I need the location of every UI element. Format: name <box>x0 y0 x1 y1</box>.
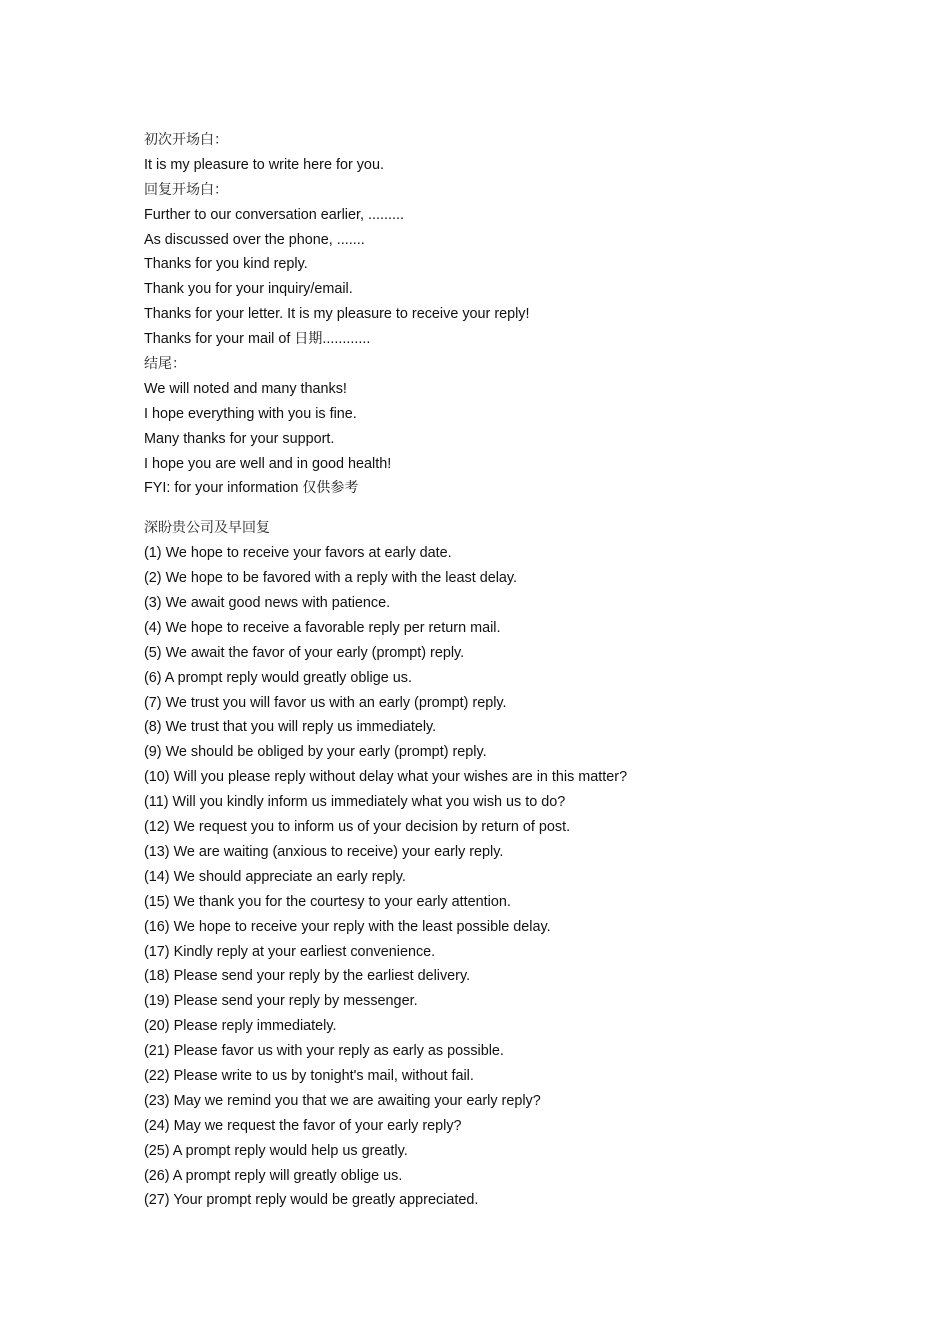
list-item: (8) We trust that you will reply us immediately. <box>144 719 437 736</box>
list-item: (27) Your prompt reply would be greatly appreciated. <box>144 1192 479 1209</box>
text-line: Many thanks for your support. <box>144 430 335 447</box>
text-line: I hope everything with you is fine. <box>144 405 357 422</box>
list-item: (5) We await the favor of your early (prompt) reply. <box>144 644 465 661</box>
text-line: Thanks for you kind reply. <box>144 256 308 273</box>
list-item: (24) May we request the favor of your early reply? <box>144 1117 462 1134</box>
text-line: As discussed over the phone, ....... <box>144 231 365 248</box>
list-item: (9) We should be obliged by your early (prompt) reply. <box>144 744 487 761</box>
list-item: (17) Kindly reply at your earliest convenience. <box>144 943 436 960</box>
list-item: (6) A prompt reply would greatly oblige us. <box>144 669 412 686</box>
list-item: (3) We await good news with patience. <box>144 595 391 612</box>
fyi-english: FYI: for your information <box>144 480 303 497</box>
section-heading-closing: 结尾： <box>144 356 186 373</box>
list-item: (11) Will you kindly inform us immediately what you wish us to do? <box>144 794 566 811</box>
text-line: Thank you for your inquiry/email. <box>144 281 353 298</box>
list-item: (15) We thank you for the courtesy to your early attention. <box>144 893 511 910</box>
list-item: (18) Please send your reply by the earliest delivery. <box>144 968 471 985</box>
list-item: (23) May we remind you that we are awaiting your early reply? <box>144 1092 541 1109</box>
document-body <box>144 128 904 1213</box>
list-item: (22) Please write to us by tonight's mail, without fail. <box>144 1067 474 1084</box>
date-line-english: Thanks for your mail of <box>144 331 295 348</box>
section-heading-early-reply: 深盼贵公司及早回复 <box>144 520 270 537</box>
list-item: (19) Please send your reply by messenger. <box>144 993 418 1010</box>
section-heading-reply-opening: 回复开场白： <box>144 181 228 198</box>
text-line: We will noted and many thanks! <box>144 380 347 397</box>
list-item: (16) We hope to receive your reply with the least possible delay. <box>144 918 551 935</box>
date-line-chinese: 日期 <box>294 331 323 348</box>
text-line: I hope you are well and in good health! <box>144 455 392 472</box>
text-line: Thanks for your letter. It is my pleasure to receive your reply! <box>144 306 530 323</box>
section-heading-opening: 初次开场白： <box>144 132 228 148</box>
list-item: (7) We trust you will favor us with an early (prompt) reply. <box>144 694 507 711</box>
text-line: Further to our conversation earlier, ......... <box>144 206 404 223</box>
list-item: (25) A prompt reply would help us greatly. <box>144 1142 408 1159</box>
list-item: (26) A prompt reply will greatly oblige us. <box>144 1167 403 1184</box>
list-item: (2) We hope to be favored with a reply with the least delay. <box>144 570 518 587</box>
fyi-chinese: 仅供参考 <box>302 480 359 497</box>
date-line-dots: ............ <box>322 331 371 348</box>
list-item: (21) Please favor us with your reply as early as possible. <box>144 1043 504 1060</box>
list-item: (12) We request you to inform us of your decision by return of post. <box>144 819 571 836</box>
text-line: It is my pleasure to write here for you. <box>144 156 384 173</box>
list-item: (1) We hope to receive your favors at early date. <box>144 545 452 562</box>
text-line-date <box>144 327 904 352</box>
list-item: (10) Will you please reply without delay what your wishes are in this matter? <box>144 769 628 786</box>
list-item: (20) Please reply immediately. <box>144 1018 337 1035</box>
list-item: (13) We are waiting (anxious to receive) your early reply. <box>144 843 504 860</box>
list-item: (4) We hope to receive a favorable reply per return mail. <box>144 619 501 636</box>
list-item: (14) We should appreciate an early reply. <box>144 868 406 885</box>
text-line-fyi <box>144 476 904 501</box>
section-spacer <box>144 501 904 516</box>
